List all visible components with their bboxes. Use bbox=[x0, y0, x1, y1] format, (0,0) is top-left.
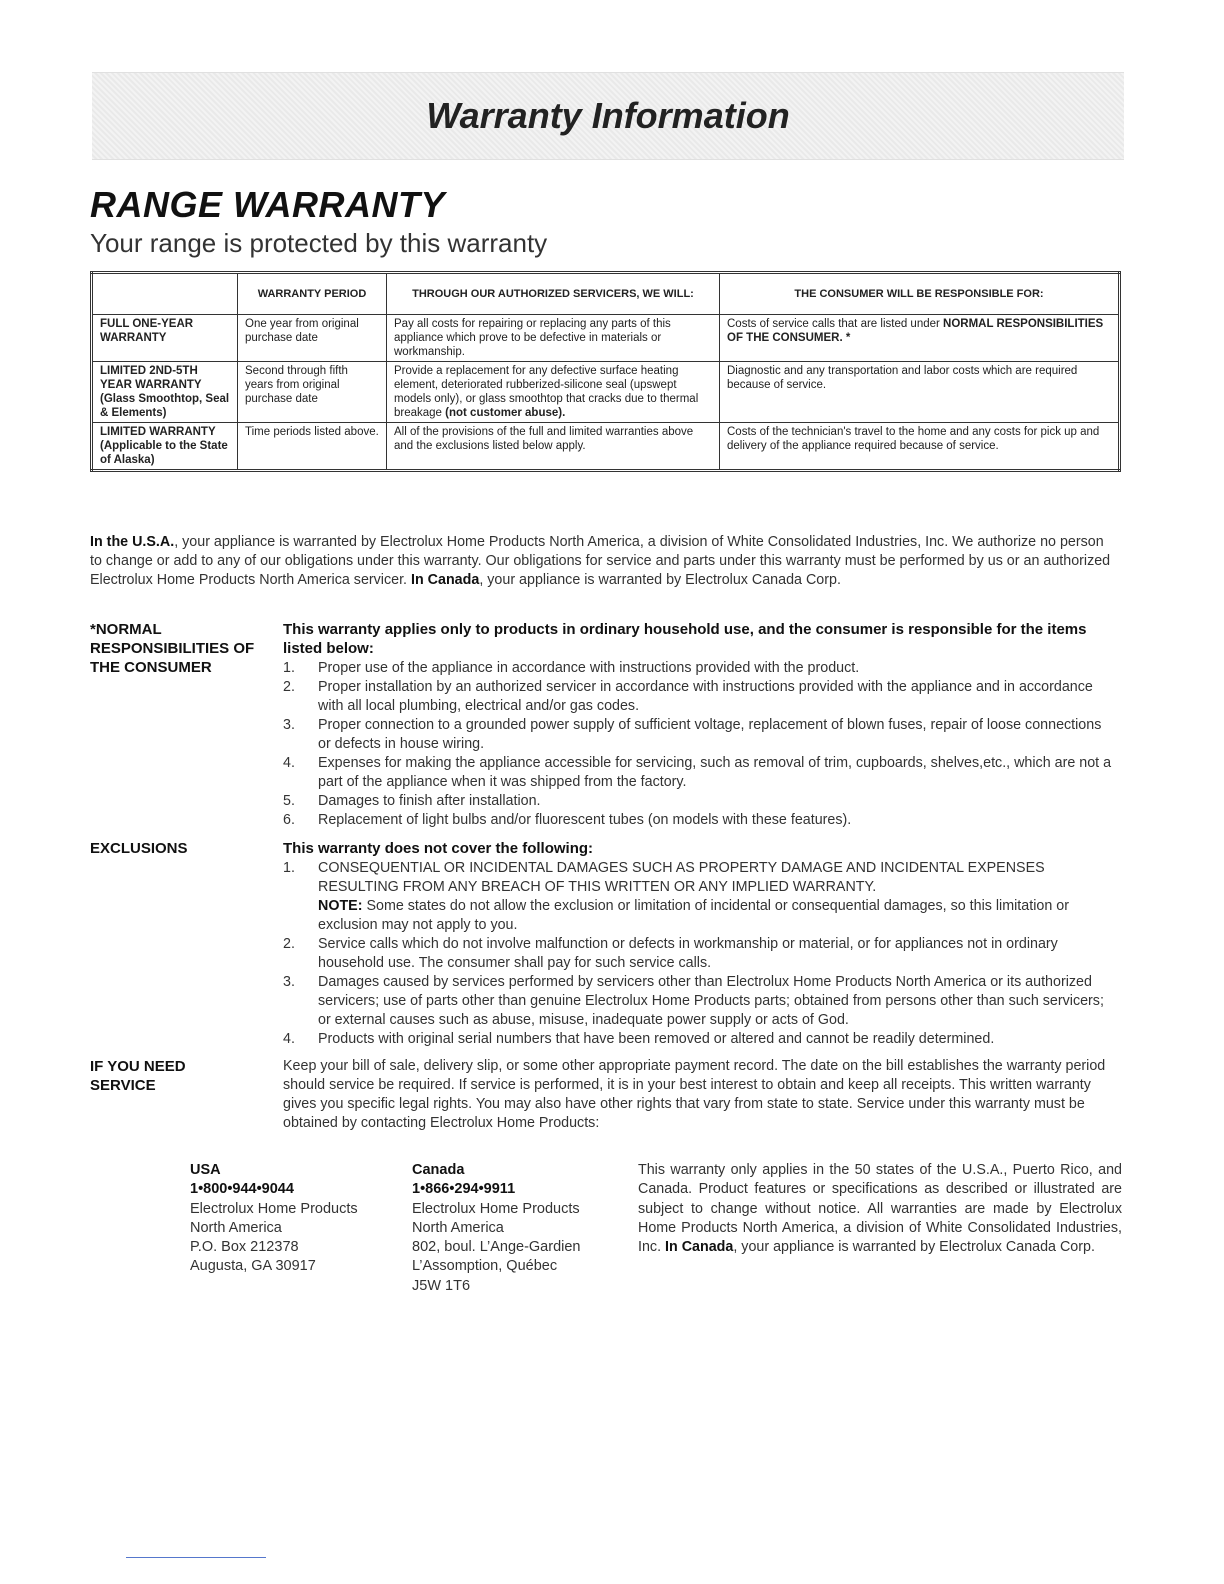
normal-responsibilities-section bbox=[283, 620, 1113, 830]
list-item: 3. Proper connection to a grounded power supply of sufficient voltage, replacement of blown fuses, repair of loose connections or defects in house wiring. bbox=[283, 717, 1102, 752]
canada-phone: 1•866•294•9911 bbox=[412, 1181, 516, 1198]
exclusions-section bbox=[283, 839, 1113, 1049]
header-banner bbox=[92, 72, 1124, 160]
intro-lead-usa: In the U.S.A. bbox=[90, 534, 175, 550]
address-line: L’Assomption, Québec bbox=[412, 1258, 558, 1275]
warranty-scope-note bbox=[638, 1161, 1122, 1257]
address-line: Augusta, GA 30917 bbox=[190, 1258, 316, 1275]
list-item: 5. Damages to finish after installation. bbox=[283, 793, 541, 809]
footer-divider bbox=[126, 1557, 266, 1558]
list-item: 4. Expenses for making the appliance accessible for servicing, such as removal of trim, cupboards, shelves,etc., which are not a part of the appliance when it was shipped from the factory. bbox=[283, 755, 1112, 790]
consumer-responsibility: Diagnostic and any transportation and labor costs which are required because of service. bbox=[720, 362, 1120, 423]
warranty-period: One year from original purchase date bbox=[238, 315, 387, 362]
list-item: 2. Service calls which do not involve malfunction or defects in workmanship or material, or for appliances not in ordinary household use. The consumer shall pay for such service calls. bbox=[283, 936, 1058, 971]
consumer-responsibility: Costs of the technician's travel to the home and any costs for pick up and delivery of the appliance required because of service. bbox=[720, 423, 1120, 471]
intro-text-canada: , your appliance is warranted by Electrolux Canada Corp. bbox=[479, 572, 841, 588]
table-header-cell: THE CONSUMER WILL BE RESPONSIBLE FOR: bbox=[720, 273, 1120, 315]
note-text: Some states do not allow the exclusion or limitation of incidental or consequential damages, so this limitation or exclusion may not apply to you. bbox=[318, 898, 1069, 933]
address-line: Electrolux Home Products bbox=[412, 1200, 580, 1217]
warranty-coverage: Pay all costs for repairing or replacing any parts of this appliance which prove to be defective in materials or workmanship. bbox=[387, 315, 720, 362]
list-item-text: CONSEQUENTIAL OR INCIDENTAL DAMAGES SUCH AS PROPERTY DAMAGE AND INCIDENTAL EXPENSES RESULTING FROM ANY BREACH OF THIS WRITTEN OR ANY IMPLIED WARRANTY. bbox=[318, 860, 1045, 895]
banner-title: Warranty Information bbox=[426, 95, 790, 136]
list-item-text: Damages caused by services performed by servicers other than Electrolux Home Products North America or its authorized servicers; use of parts other than genuine Electrolux Home Products parts; obtained from persons other than such servicers; or external causes such as abuse, misuse, inadequate power supply or acts of God. bbox=[318, 974, 1104, 1028]
consumer-responsibility bbox=[720, 315, 1120, 362]
warranty-period: Second through fifth years from original purchase date bbox=[238, 362, 387, 423]
intro-text-usa: , your appliance is warranted by Electrolux Home Products North America, a division of White Consolidated Industries, Inc. We authorize no person to change or add to any of our obligations under this warranty. Our obligations for service and parts under this warranty must be performed by us or an authorized Electrolux Home Products North America servicer. bbox=[90, 534, 1111, 588]
exclusions-list bbox=[283, 859, 1113, 1049]
list-item-text: Expenses for making the appliance accessible for servicing, such as removal of trim, cupboards, shelves,etc., which are not a part of the appliance when it was shipped from the factory. bbox=[318, 755, 1112, 790]
list-item: 1. Proper use of the appliance in accordance with instructions provided with the product. bbox=[283, 660, 860, 676]
list-item-text: Damages to finish after installation. bbox=[318, 793, 541, 809]
note-label: NOTE: bbox=[318, 898, 363, 914]
list-item: 3. Damages caused by services performed by servicers other than Electrolux Home Products North America or its authorized servicers; use of parts other than genuine Electrolux Home Products parts; obtained from persons other than such servicers; or external causes such as abuse, misuse, inadequate power supply or acts of God. bbox=[283, 974, 1104, 1028]
address-line: North America bbox=[412, 1219, 504, 1236]
normal-responsibilities-lead: This warranty applies only to products in ordinary household use, and the consumer is responsible for the items listed below: bbox=[283, 621, 1087, 657]
warranty-table bbox=[90, 271, 1121, 472]
scope-note-text: This warranty only applies in the 50 states of the U.S.A., Puerto Rico, and Canada. Product features or specifications as described or illustrated are subject to change without notice. All warranties are made by Electrolux Home Products North America, a division of White Consolidated Industries, Inc. bbox=[638, 1162, 1122, 1256]
list-item-text: Proper installation by an authorized servicer in accordance with instructions provided with the appliance and in accordance with all local plumbing, electrical and/or gas codes. bbox=[318, 679, 1093, 714]
table-row bbox=[92, 315, 1120, 362]
normal-responsibilities-label: *NORMAL RESPONSIBILITIES OF THE CONSUMER bbox=[90, 621, 255, 676]
list-item-text: Service calls which do not involve malfunction or defects in workmanship or material, or for appliances not in ordinary household use. The consumer shall pay for such service calls. bbox=[318, 936, 1058, 971]
warranty-coverage bbox=[387, 362, 720, 423]
address-line: North America bbox=[190, 1219, 282, 1236]
page-subtitle: Your range is protected by this warranty bbox=[90, 228, 548, 258]
table-row bbox=[92, 362, 1120, 423]
coverage-text: Provide a replacement for any defective surface heating element, deteriorated rubberized-silicone seal (upswept models only), or glass smoothtop that cracks due to thermal breakage bbox=[394, 365, 699, 419]
list-item-text: Replacement of light bulbs and/or fluorescent tubes (on models with these features). bbox=[318, 812, 852, 828]
table-header-cell: THROUGH OUR AUTHORIZED SERVICERS, WE WILL: bbox=[387, 273, 720, 315]
warranty-type: LIMITED WARRANTY (Applicable to the State of Alaska) bbox=[92, 423, 238, 471]
usa-phone: 1•800•944•9044 bbox=[190, 1181, 294, 1198]
list-item: 2. Proper installation by an authorized servicer in accordance with instructions provided with the appliance and in accordance with all local plumbing, electrical and/or gas codes. bbox=[283, 679, 1093, 714]
warranty-coverage: All of the provisions of the full and limited warranties above and the exclusions listed below apply. bbox=[387, 423, 720, 471]
list-item: 4. Products with original serial numbers that have been removed or altered and cannot be readily determined. bbox=[283, 1031, 995, 1047]
consumer-bold-text: NORMAL RESPONSIBILITIES OF THE CONSUMER. * bbox=[727, 318, 1104, 344]
address-line: 802, boul. L’Ange-Gardien bbox=[412, 1239, 581, 1256]
list-item: 1. CONSEQUENTIAL OR INCIDENTAL DAMAGES SUCH AS PROPERTY DAMAGE AND INCIDENTAL EXPENSES RESULTING FROM ANY BREACH OF THIS WRITTEN OR ANY IMPLIED WARRANTY. NOTE: Some states do not allow the exclusion or limitation of incidental or consequential damages, so this limitation or exclusion may not apply to you. bbox=[283, 860, 1069, 933]
table-header-row bbox=[92, 273, 1120, 315]
scope-note-end: , your appliance is warranted by Electrolux Canada Corp. bbox=[733, 1239, 1095, 1256]
list-item: 6. Replacement of light bulbs and/or fluorescent tubes (on models with these features). bbox=[283, 812, 852, 828]
table-header-cell bbox=[92, 273, 238, 315]
service-text: Keep your bill of sale, delivery slip, or some other appropriate payment record. The date on the bill establishes the warranty period should service be required. If service is performed, it is in your best interest to obtain and keep all receipts. This written warranty gives you specific legal rights. You may also have other rights that vary from state to state. Service under this warranty must be obtained by contacting Electrolux Home Products: bbox=[283, 1058, 1106, 1131]
exclusions-label: EXCLUSIONS bbox=[90, 840, 188, 857]
intro-paragraph bbox=[90, 533, 1114, 590]
usa-contact bbox=[190, 1161, 358, 1277]
normal-responsibilities-list bbox=[283, 659, 1113, 830]
table-row bbox=[92, 423, 1120, 471]
canada-contact bbox=[412, 1161, 581, 1296]
warranty-type: FULL ONE-YEAR WARRANTY bbox=[92, 315, 238, 362]
exclusions-lead: This warranty does not cover the following: bbox=[283, 840, 594, 857]
warranty-type: LIMITED 2ND-5TH YEAR WARRANTY (Glass Smoothtop, Seal & Elements) bbox=[92, 362, 238, 423]
address-line: J5W 1T6 bbox=[412, 1277, 471, 1294]
list-item-text: Proper connection to a grounded power supply of sufficient voltage, replacement of blown fuses, repair of loose connections or defects in house wiring. bbox=[318, 717, 1102, 752]
table-header-cell: WARRANTY PERIOD bbox=[238, 273, 387, 315]
list-item-text: Products with original serial numbers that have been removed or altered and cannot be readily determined. bbox=[318, 1031, 995, 1047]
page-title: RANGE WARRANTY bbox=[90, 184, 445, 225]
intro-lead-canada: In Canada bbox=[411, 572, 480, 588]
service-label: IF YOU NEED SERVICE bbox=[90, 1058, 186, 1094]
list-item-text: Proper use of the appliance in accordance with instructions provided with the product. bbox=[318, 660, 860, 676]
usa-heading: USA bbox=[190, 1162, 221, 1178]
coverage-bold-text: (not customer abuse). bbox=[445, 407, 566, 419]
address-line: P.O. Box 212378 bbox=[190, 1239, 299, 1256]
consumer-text: Costs of service calls that are listed under bbox=[727, 318, 944, 330]
canada-heading: Canada bbox=[412, 1162, 465, 1178]
address-line: Electrolux Home Products bbox=[190, 1200, 358, 1217]
warranty-period: Time periods listed above. bbox=[238, 423, 387, 471]
scope-note-bold: In Canada bbox=[665, 1239, 734, 1256]
